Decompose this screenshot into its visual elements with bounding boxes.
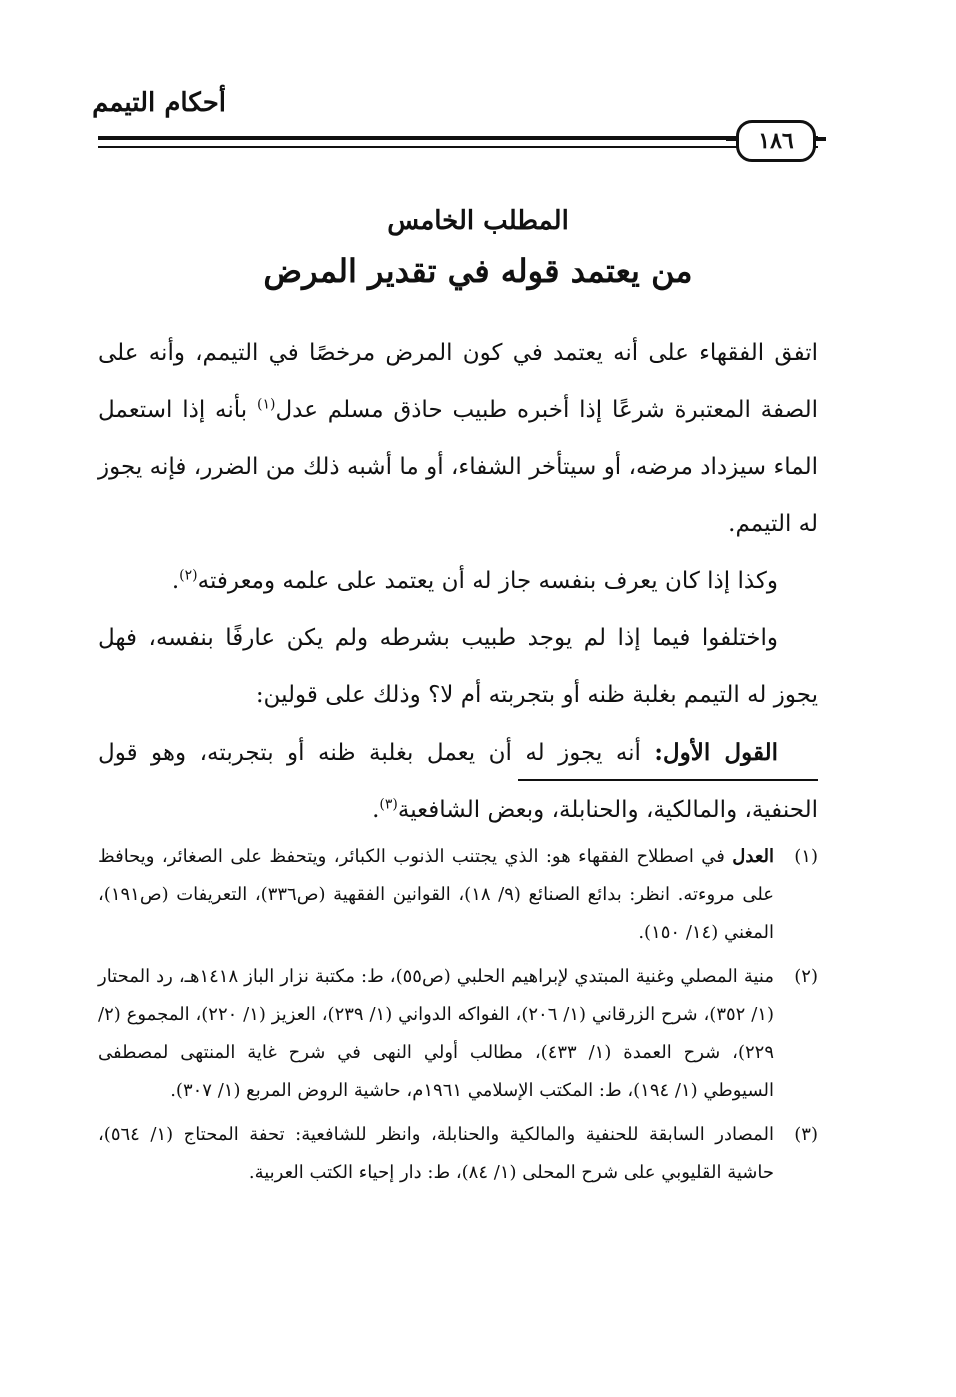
paragraph-2: وكذا إذا كان يعرف بنفسه جاز له أن يعتمد على علمه ومعرفته$^{(٢)}$. [171, 567, 778, 594]
footnote-ref-3[interactable]: (٣) [379, 796, 398, 813]
footnotes [98, 838, 818, 1198]
section-label: المطلب الخامس [387, 206, 569, 236]
footnote-ref-2[interactable]: (٢) [179, 567, 198, 584]
header-rule-thick [98, 136, 818, 140]
footnote-3: (٣) المصادر السابقة للحنفية والمالكية والحنابلة، وانظر للشافعية: تحفة المحتاج (١/ ٥٦٤)، حاشية القليوبي على شرح المحلى (١/ ٨٤)، ط: دار إحياء الكتب العربية. [98, 1116, 818, 1192]
paragraph-3: واختلفوا فيما إذا لم يوجد طبيب بشرطه ولم يكن عارفًا بنفسه، فهل يجوز له التيمم بغلبة ظنه أو بتجربته أم لا؟ وذلك على قولين: [98, 625, 818, 708]
footnote-separator [518, 779, 818, 781]
footnote-1: (١) العدل في اصطلاح الفقهاء هو: الذي يجتنب الذنوب الكبائر، ويتحفظ على الصغائر، ويحافظ على مروءته. انظر: بدائع الصنائع (٩/ ١٨)، القوانين الفقهية (ص٣٣٦)، التعريفات (ص١٩١)، المغني (١٤/ ١٥٠). [98, 838, 818, 952]
footnote-ref-1[interactable]: (١) [257, 396, 276, 413]
paragraph-4: القول الأول: أنه يجوز له أن يعمل بغلبة ظنه أو بتجربته، وهو قول الحنفية، والمالكية، والحنابلة، وبعض الشافعية$^{(٣)}$. [98, 739, 818, 823]
section-title: من يعتمد قوله في تقدير المرض [263, 252, 693, 290]
page-number-badge: ١٨٦ [736, 120, 816, 162]
footnote-2: (٢) منية المصلي وغنية المبتدي لإبراهيم الحلبي (ص٥٥)، ط: مكتبة نزار الباز ١٤١٨هـ، رد المحتار (١/ ٣٥٢)، شرح الزرقاني (١/ ٢٠٦)، الفواكه الدواني (١/ ٢٣٩)، العزيز (١/ ٢٢٠)، المجموع (٢/ ٢٢٩)، شرح العمدة (١/ ٤٣٣)، مطالب أولي النهى في شرح غاية المنتهى لمصطفى السيوطي (١/ ١٩٤)، ط: المكتب الإسلامي ١٩٦١م، حاشية الروض المربع (١/ ٣٠٧). [98, 958, 818, 1110]
first-opinion-label: القول الأول: [654, 739, 779, 766]
footnote-number: (٢) [794, 966, 818, 987]
paragraph-1: اتفق الفقهاء على أنه يعتمد في كون المرض مرخصًا في التيمم، وأنه على الصفة المعتبرة شرعًا إذا أخبره طبيب حاذق مسلم عدل$^{(١)}$ بأنه إذا استعمل الماء سيزداد مرضه، أو سيتأخر الشفاء، أو ما أشبه ذلك من الضرر، فإنه يجوز له التيمم. [98, 340, 818, 537]
main-text [98, 325, 818, 839]
header-rule-thin [98, 146, 818, 148]
footnote-number: (٣) [794, 1124, 818, 1145]
running-title: أحكام التيمم [92, 88, 226, 118]
footnote-number: (١) [794, 846, 818, 867]
